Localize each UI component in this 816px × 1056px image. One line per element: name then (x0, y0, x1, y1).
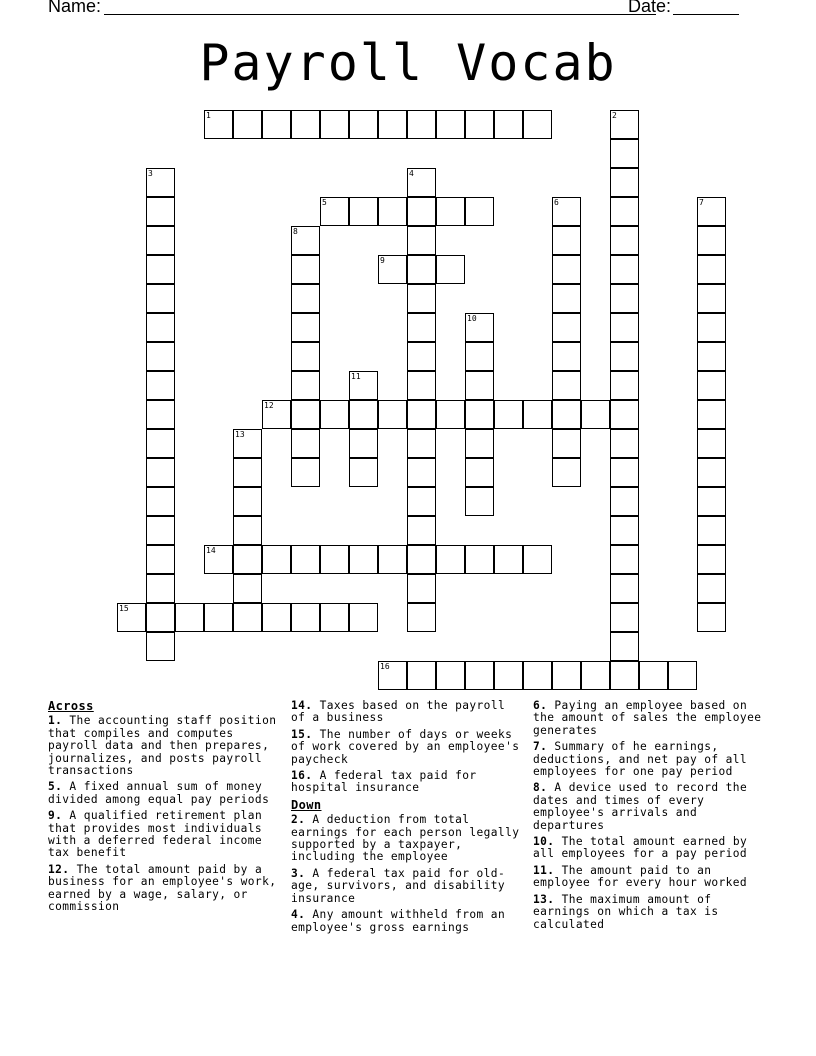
clue-text: A deduction from total earnings for each person legally supported by a taxpayer, including the employee (291, 813, 520, 864)
clue-number: 5. (48, 780, 63, 794)
clue-text: The total amount paid by a business for an employee's work, earned by a wage, salary, or commission (48, 862, 277, 914)
clue-down-4 (291, 909, 523, 934)
date-label: Date: (628, 0, 672, 16)
crossword-cell[interactable] (610, 197, 639, 226)
clue-across-15 (291, 729, 523, 766)
clue-text: The amount paid to an employee for every hour worked (533, 863, 748, 890)
crossword-cell[interactable] (262, 110, 291, 139)
crossword-cell[interactable] (697, 255, 726, 284)
crossword-cell[interactable] (697, 487, 726, 516)
crossword-cell[interactable] (610, 342, 639, 371)
crossword-cell[interactable] (407, 487, 436, 516)
clue-number: 2. (291, 813, 306, 827)
crossword-cell[interactable] (291, 400, 320, 429)
crossword-cell[interactable] (378, 400, 407, 429)
clue-text: A device used to record the dates and times of every employee's arrivals and departures (533, 781, 748, 832)
clue-down-3 (291, 868, 523, 905)
crossword-cell[interactable] (610, 661, 639, 690)
clue-text: A fixed annual sum of money divided among equal pay periods (48, 780, 270, 806)
crossword-cell[interactable] (465, 342, 494, 371)
crossword-cell[interactable] (349, 458, 378, 487)
crossword-cell[interactable] (639, 661, 668, 690)
clue-text: Taxes based on the payroll of a business (291, 699, 506, 725)
clue-text: A federal tax paid for old-age, survivors, and disability insurance (291, 866, 506, 905)
clue-down-6 (533, 700, 765, 737)
crossword-cell[interactable] (610, 226, 639, 255)
clue-down-7 (533, 741, 765, 778)
crossword-cell[interactable] (146, 400, 175, 429)
crossword-cell[interactable] (465, 487, 494, 516)
crossword-cell[interactable] (552, 400, 581, 429)
cell-number: 15 (119, 604, 129, 613)
crossword-cell[interactable] (552, 284, 581, 313)
crossword-cell[interactable] (233, 487, 262, 516)
clue-down-10 (533, 836, 765, 861)
crossword-cell[interactable] (146, 545, 175, 574)
crossword-cell[interactable] (204, 603, 233, 632)
crossword-cell[interactable] (291, 110, 320, 139)
clue-text: The total amount earned by all employees for a pay period (533, 835, 748, 861)
crossword-cell[interactable] (407, 226, 436, 255)
crossword-cell[interactable] (465, 458, 494, 487)
clue-text: The maximum amount of earnings on which a tax is calculated (533, 892, 719, 931)
crossword-cell[interactable] (146, 458, 175, 487)
crossword-cell[interactable] (146, 371, 175, 400)
crossword-cell[interactable] (610, 458, 639, 487)
crossword-cell[interactable] (436, 110, 465, 139)
clue-text: The accounting staff position that compiles and computes payroll data and then prepares, journalizes, and posts payroll transactions (48, 714, 277, 778)
crossword-cell[interactable] (146, 226, 175, 255)
clue-number: 9. (48, 809, 63, 823)
crossword-cell[interactable] (291, 458, 320, 487)
crossword-cell[interactable] (349, 603, 378, 632)
crossword-cell[interactable] (436, 545, 465, 574)
cell-number: 16 (380, 662, 390, 671)
clue-number: 14. (291, 699, 313, 712)
crossword-cell[interactable] (610, 487, 639, 516)
crossword-cell[interactable] (552, 226, 581, 255)
crossword-cell[interactable] (291, 284, 320, 313)
crossword-cell[interactable] (349, 400, 378, 429)
cell-number: 1 (206, 111, 211, 120)
crossword-cell[interactable] (494, 545, 523, 574)
crossword-cell[interactable] (552, 429, 581, 458)
crossword-cell[interactable] (233, 516, 262, 545)
crossword-cell[interactable] (407, 400, 436, 429)
crossword-cell[interactable] (697, 429, 726, 458)
crossword-cell[interactable] (552, 371, 581, 400)
clue-number: 12. (48, 862, 70, 876)
clue-across-12 (48, 864, 280, 914)
crossword-cell[interactable] (146, 574, 175, 603)
crossword-cell[interactable] (610, 168, 639, 197)
crossword-cell[interactable] (291, 371, 320, 400)
crossword-cell[interactable] (146, 255, 175, 284)
clue-column-2 (291, 700, 523, 938)
crossword-cell[interactable] (465, 545, 494, 574)
clue-across-14 (291, 700, 523, 725)
crossword-cell[interactable] (407, 661, 436, 690)
crossword-cell[interactable] (146, 342, 175, 371)
crossword-cell[interactable] (233, 574, 262, 603)
clue-number: 10. (533, 835, 555, 849)
clue-number: 11. (533, 863, 555, 877)
clue-text: Paying an employee based on the amount of sales the employee generates (533, 699, 762, 737)
clue-across-1 (48, 715, 280, 777)
crossword-cell[interactable] (291, 313, 320, 342)
clue-text: The number of days or weeks of work covered by an employee's paycheck (291, 727, 520, 766)
crossword-cell[interactable] (697, 371, 726, 400)
crossword-cell[interactable] (262, 603, 291, 632)
crossword-cell[interactable] (697, 574, 726, 603)
crossword-cell[interactable] (146, 284, 175, 313)
cell-number: 8 (293, 227, 298, 236)
clue-number: 3. (291, 866, 306, 880)
clue-number: 16. (291, 769, 313, 783)
crossword-cell[interactable] (494, 400, 523, 429)
crossword-cell[interactable] (262, 545, 291, 574)
cell-number: 7 (699, 198, 704, 207)
clue-number: 4. (291, 908, 306, 922)
crossword-cell[interactable] (146, 197, 175, 226)
crossword-cell[interactable] (610, 371, 639, 400)
crossword-cell[interactable] (320, 400, 349, 429)
crossword-cell[interactable] (610, 545, 639, 574)
crossword-cell[interactable] (291, 255, 320, 284)
clue-across-5 (48, 781, 280, 806)
cell-number: 10 (467, 314, 477, 323)
crossword-cell[interactable] (436, 197, 465, 226)
cell-number: 4 (409, 169, 414, 178)
crossword-cell[interactable] (697, 313, 726, 342)
crossword-cell[interactable] (494, 661, 523, 690)
clue-text: A qualified retirement plan that provides most individuals with a deferred federal income tax benefit (48, 809, 263, 860)
cell-number: 9 (380, 256, 385, 265)
crossword-cell[interactable] (291, 545, 320, 574)
crossword-cell[interactable] (320, 110, 349, 139)
clue-number: 8. (533, 781, 548, 795)
clue-down-2 (291, 814, 523, 864)
crossword-cell[interactable] (291, 429, 320, 458)
across-heading: Across (48, 699, 94, 713)
clue-down-11 (533, 865, 765, 890)
clue-down-13 (533, 894, 765, 931)
crossword-cell[interactable] (349, 545, 378, 574)
clue-column-1 (48, 700, 280, 918)
crossword-cell[interactable] (668, 661, 697, 690)
crossword-cell[interactable] (407, 284, 436, 313)
cell-number: 14 (206, 546, 216, 555)
crossword-cell[interactable] (233, 110, 262, 139)
crossword-cell[interactable] (581, 661, 610, 690)
crossword-cell[interactable] (407, 603, 436, 632)
crossword-cell[interactable] (697, 226, 726, 255)
crossword-cell[interactable] (610, 139, 639, 168)
crossword-cell[interactable] (146, 603, 175, 632)
cell-number: 13 (235, 430, 245, 439)
clue-number: 13. (533, 892, 555, 906)
cell-number: 2 (612, 111, 617, 120)
crossword-cell[interactable] (697, 545, 726, 574)
crossword-cell[interactable] (523, 545, 552, 574)
crossword-cell[interactable] (320, 545, 349, 574)
cell-number: 11 (351, 372, 361, 381)
crossword-cell[interactable] (465, 429, 494, 458)
crossword-cell[interactable] (146, 429, 175, 458)
clue-across-9 (48, 810, 280, 860)
crossword-cell[interactable] (146, 516, 175, 545)
crossword-cell[interactable] (610, 603, 639, 632)
crossword-cell[interactable] (697, 284, 726, 313)
crossword-cell[interactable] (146, 313, 175, 342)
crossword-cell[interactable] (552, 255, 581, 284)
crossword-cell[interactable] (465, 661, 494, 690)
crossword-cell[interactable] (407, 545, 436, 574)
cell-number: 3 (148, 169, 153, 178)
crossword-cell[interactable] (233, 603, 262, 632)
crossword-cell[interactable] (349, 110, 378, 139)
crossword-cell[interactable] (146, 632, 175, 661)
crossword-cell[interactable] (697, 342, 726, 371)
clue-across-16 (291, 770, 523, 795)
cell-number: 6 (554, 198, 559, 207)
crossword-cell[interactable] (320, 603, 349, 632)
clue-text: A federal tax paid for hospital insurance (291, 769, 477, 795)
crossword-cell[interactable] (697, 400, 726, 429)
clue-text: Any amount withheld from an employee's gross earnings (291, 908, 506, 934)
crossword-cell[interactable] (610, 313, 639, 342)
crossword-cell[interactable] (233, 458, 262, 487)
crossword-cell[interactable] (465, 110, 494, 139)
crossword-cell[interactable] (407, 342, 436, 371)
crossword-cell[interactable] (581, 400, 610, 429)
clue-number: 6. (533, 699, 548, 712)
crossword-cell[interactable] (378, 545, 407, 574)
crossword-cell[interactable] (407, 255, 436, 284)
crossword-cell[interactable] (552, 313, 581, 342)
crossword-cell[interactable] (291, 603, 320, 632)
clue-number: 1. (48, 714, 63, 728)
clue-number: 7. (533, 740, 548, 754)
crossword-cell[interactable] (610, 574, 639, 603)
crossword-cell[interactable] (291, 342, 320, 371)
crossword-cell[interactable] (378, 110, 407, 139)
crossword-cell[interactable] (697, 603, 726, 632)
clue-text: Summary of he earnings, deductions, and net pay of all employees for one pay period (533, 740, 748, 779)
crossword-cell[interactable] (407, 429, 436, 458)
crossword-cell[interactable] (407, 197, 436, 226)
crossword-cell[interactable] (465, 400, 494, 429)
crossword-cell[interactable] (349, 197, 378, 226)
crossword-cell[interactable] (349, 429, 378, 458)
clue-column-3 (533, 700, 765, 935)
crossword-cell[interactable] (465, 371, 494, 400)
crossword-cell[interactable] (407, 371, 436, 400)
clue-down-8 (533, 782, 765, 832)
crossword-cell[interactable] (436, 255, 465, 284)
down-heading: Down (291, 797, 322, 812)
crossword-cell[interactable] (523, 400, 552, 429)
crossword-cell[interactable] (407, 110, 436, 139)
crossword-cell[interactable] (552, 661, 581, 690)
crossword-cell[interactable] (465, 197, 494, 226)
crossword-cell[interactable] (146, 487, 175, 516)
page-title: Payroll Vocab (199, 34, 617, 92)
cell-number: 5 (322, 198, 327, 207)
crossword-cell[interactable] (552, 342, 581, 371)
crossword-cell[interactable] (610, 284, 639, 313)
crossword-cell[interactable] (610, 516, 639, 545)
crossword-cell[interactable] (610, 400, 639, 429)
clue-number: 15. (291, 727, 313, 741)
crossword-cell[interactable] (407, 516, 436, 545)
crossword-cell[interactable] (175, 603, 204, 632)
crossword-cell[interactable] (610, 255, 639, 284)
crossword-cell[interactable] (436, 661, 465, 690)
crossword-cell[interactable] (378, 197, 407, 226)
crossword-cell[interactable] (610, 632, 639, 661)
crossword-cell[interactable] (494, 110, 523, 139)
crossword-cell[interactable] (436, 400, 465, 429)
crossword-cell[interactable] (407, 313, 436, 342)
crossword-cell[interactable] (523, 110, 552, 139)
crossword-cell[interactable] (697, 516, 726, 545)
crossword-cell[interactable] (697, 458, 726, 487)
name-label: Name: (48, 0, 102, 16)
crossword-cell[interactable] (552, 458, 581, 487)
crossword-cell[interactable] (610, 429, 639, 458)
crossword-cell[interactable] (233, 545, 262, 574)
cell-number: 12 (264, 401, 274, 410)
crossword-cell[interactable] (407, 458, 436, 487)
crossword-cell[interactable] (523, 661, 552, 690)
crossword-cell[interactable] (407, 574, 436, 603)
